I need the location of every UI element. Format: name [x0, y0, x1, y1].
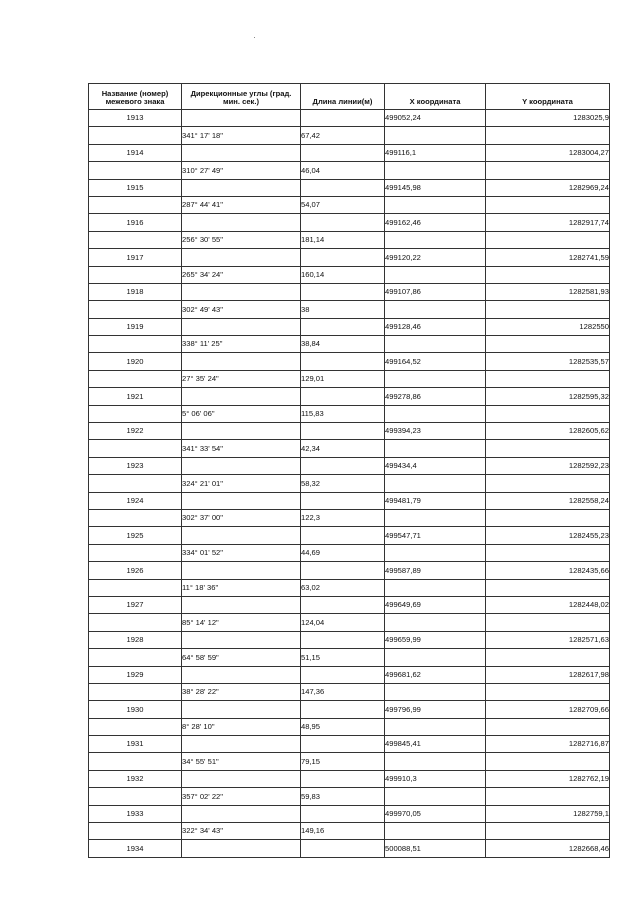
- x-coordinate-cell: [385, 649, 486, 666]
- y-coordinate-cell: [486, 301, 610, 318]
- x-coordinate-cell: 499681,62: [385, 666, 486, 683]
- y-coordinate-cell: [486, 127, 610, 144]
- x-coordinate-cell: [385, 823, 486, 840]
- line-length-cell: 147,36: [301, 683, 385, 700]
- table-row: [89, 214, 610, 231]
- table-row: [89, 579, 610, 596]
- direction-angle-cell: 11° 18' 36": [182, 579, 301, 596]
- y-coordinate-cell: 1282969,24: [486, 179, 610, 196]
- y-coordinate-cell: [486, 405, 610, 422]
- y-coordinate-cell: 1282595,32: [486, 388, 610, 405]
- mark-name-cell: 1919: [89, 318, 182, 335]
- table-row: [89, 423, 610, 440]
- table-row: [89, 110, 610, 127]
- mark-name-cell: [89, 823, 182, 840]
- mark-name-cell: [89, 405, 182, 422]
- y-coordinate-cell: 1282558,24: [486, 492, 610, 509]
- table-row: [89, 266, 610, 283]
- mark-name-cell: 1921: [89, 388, 182, 405]
- line-length-cell: 44,69: [301, 544, 385, 561]
- x-coordinate-cell: 499970,05: [385, 805, 486, 822]
- table-row: [89, 666, 610, 683]
- table-row: [89, 475, 610, 492]
- direction-angle-cell: 34° 55' 51": [182, 753, 301, 770]
- line-length-cell: [301, 110, 385, 127]
- table-row: [89, 805, 610, 822]
- table-row: [89, 788, 610, 805]
- x-coordinate-cell: [385, 788, 486, 805]
- mark-name-cell: [89, 336, 182, 353]
- table-row: [89, 701, 610, 718]
- mark-name-cell: 1933: [89, 805, 182, 822]
- y-coordinate-cell: 1282605,62: [486, 423, 610, 440]
- mark-name-cell: [89, 266, 182, 283]
- mark-name-cell: [89, 301, 182, 318]
- table-row: [89, 405, 610, 422]
- x-coordinate-cell: 499434,4: [385, 457, 486, 474]
- line-length-cell: 149,16: [301, 823, 385, 840]
- mark-name-cell: [89, 196, 182, 213]
- mark-name-cell: [89, 231, 182, 248]
- direction-angle-cell: 8° 28' 10": [182, 718, 301, 735]
- direction-angle-cell: 38° 28' 22": [182, 683, 301, 700]
- direction-angle-cell: [182, 110, 301, 127]
- line-length-cell: 115,83: [301, 405, 385, 422]
- line-length-cell: 48,95: [301, 718, 385, 735]
- direction-angle-cell: [182, 214, 301, 231]
- direction-angle-cell: [182, 596, 301, 613]
- line-length-cell: 46,04: [301, 162, 385, 179]
- x-coordinate-cell: 499910,3: [385, 770, 486, 787]
- mark-name-cell: [89, 683, 182, 700]
- y-coordinate-cell: [486, 266, 610, 283]
- table-row: [89, 301, 610, 318]
- line-length-cell: [301, 527, 385, 544]
- mark-name-cell: [89, 509, 182, 526]
- x-coordinate-cell: [385, 475, 486, 492]
- line-length-cell: [301, 179, 385, 196]
- y-coordinate-cell: [486, 544, 610, 561]
- table-row: [89, 649, 610, 666]
- mark-name-cell: 1930: [89, 701, 182, 718]
- table-row: [89, 718, 610, 735]
- scan-speck: [254, 37, 255, 38]
- y-coordinate-cell: 1282716,87: [486, 736, 610, 753]
- y-coordinate-cell: 1282759,1: [486, 805, 610, 822]
- line-length-cell: [301, 318, 385, 335]
- y-coordinate-cell: 1282581,93: [486, 283, 610, 300]
- line-length-cell: [301, 701, 385, 718]
- x-coordinate-cell: 499116,1: [385, 144, 486, 161]
- table-row: [89, 127, 610, 144]
- y-coordinate-cell: 1282592,23: [486, 457, 610, 474]
- line-length-cell: [301, 388, 385, 405]
- direction-angle-cell: [182, 701, 301, 718]
- y-coordinate-cell: [486, 196, 610, 213]
- mark-name-cell: 1929: [89, 666, 182, 683]
- mark-name-cell: 1913: [89, 110, 182, 127]
- x-coordinate-cell: 499587,89: [385, 562, 486, 579]
- mark-name-cell: 1928: [89, 631, 182, 648]
- table-row: [89, 370, 610, 387]
- x-coordinate-cell: [385, 440, 486, 457]
- mark-name-cell: [89, 614, 182, 631]
- direction-angle-cell: 341° 33' 54": [182, 440, 301, 457]
- table-row: [89, 683, 610, 700]
- line-length-cell: 67,42: [301, 127, 385, 144]
- x-coordinate-cell: 499394,23: [385, 423, 486, 440]
- x-coordinate-cell: 499278,86: [385, 388, 486, 405]
- line-length-cell: [301, 736, 385, 753]
- y-coordinate-cell: [486, 579, 610, 596]
- x-coordinate-cell: [385, 718, 486, 735]
- x-coordinate-cell: [385, 266, 486, 283]
- x-coordinate-cell: [385, 301, 486, 318]
- mark-name-cell: 1925: [89, 527, 182, 544]
- x-coordinate-cell: 499845,41: [385, 736, 486, 753]
- table-row: [89, 388, 610, 405]
- x-coordinate-cell: 499145,98: [385, 179, 486, 196]
- mark-name-cell: 1918: [89, 283, 182, 300]
- direction-angle-cell: [182, 249, 301, 266]
- direction-angle-cell: [182, 179, 301, 196]
- table-row: [89, 753, 610, 770]
- y-coordinate-cell: [486, 336, 610, 353]
- table-row: [89, 770, 610, 787]
- direction-angle-cell: [182, 283, 301, 300]
- line-length-cell: [301, 840, 385, 857]
- line-length-cell: 124,04: [301, 614, 385, 631]
- line-length-cell: [301, 144, 385, 161]
- direction-angle-cell: 27° 35' 24": [182, 370, 301, 387]
- direction-angle-cell: [182, 144, 301, 161]
- table-row: [89, 544, 610, 561]
- line-length-cell: 51,15: [301, 649, 385, 666]
- table-row: [89, 457, 610, 474]
- mark-name-cell: [89, 718, 182, 735]
- table-row: [89, 631, 610, 648]
- line-length-cell: 181,14: [301, 231, 385, 248]
- x-coordinate-cell: [385, 509, 486, 526]
- y-coordinate-cell: [486, 753, 610, 770]
- x-coordinate-cell: [385, 231, 486, 248]
- header-mark-name: Название (номер) межевого знака: [89, 84, 182, 110]
- mark-name-cell: [89, 649, 182, 666]
- mark-name-cell: 1926: [89, 562, 182, 579]
- line-length-cell: 59,83: [301, 788, 385, 805]
- y-coordinate-cell: 1282435,66: [486, 562, 610, 579]
- table-row: [89, 823, 610, 840]
- direction-angle-cell: 338° 11' 25": [182, 336, 301, 353]
- direction-angle-cell: [182, 527, 301, 544]
- x-coordinate-cell: [385, 196, 486, 213]
- x-coordinate-cell: [385, 370, 486, 387]
- table-row: [89, 527, 610, 544]
- y-coordinate-cell: 1282617,98: [486, 666, 610, 683]
- table-row: [89, 249, 610, 266]
- x-coordinate-cell: 499120,22: [385, 249, 486, 266]
- x-coordinate-cell: [385, 127, 486, 144]
- line-length-cell: 129,01: [301, 370, 385, 387]
- table-row: [89, 736, 610, 753]
- mark-name-cell: 1922: [89, 423, 182, 440]
- table-row: [89, 840, 610, 857]
- line-length-cell: [301, 283, 385, 300]
- direction-angle-cell: [182, 805, 301, 822]
- mark-name-cell: 1927: [89, 596, 182, 613]
- boundary-marks-table: [88, 83, 610, 858]
- line-length-cell: 42,34: [301, 440, 385, 457]
- line-length-cell: [301, 666, 385, 683]
- direction-angle-cell: 265° 34' 24": [182, 266, 301, 283]
- header-direction-angle: Дирекционные углы (град. мин. сек.): [182, 84, 301, 110]
- x-coordinate-cell: 499547,71: [385, 527, 486, 544]
- x-coordinate-cell: [385, 579, 486, 596]
- y-coordinate-cell: 1282709,66: [486, 701, 610, 718]
- line-length-cell: 58,32: [301, 475, 385, 492]
- mark-name-cell: [89, 788, 182, 805]
- direction-angle-cell: [182, 736, 301, 753]
- table-row: [89, 353, 610, 370]
- direction-angle-cell: 302° 49' 43": [182, 301, 301, 318]
- y-coordinate-cell: [486, 440, 610, 457]
- line-length-cell: 160,14: [301, 266, 385, 283]
- direction-angle-cell: 324° 21' 01": [182, 475, 301, 492]
- y-coordinate-cell: 1283004,27: [486, 144, 610, 161]
- direction-angle-cell: [182, 666, 301, 683]
- line-length-cell: [301, 631, 385, 648]
- mark-name-cell: 1915: [89, 179, 182, 196]
- mark-name-cell: [89, 440, 182, 457]
- line-length-cell: [301, 423, 385, 440]
- direction-angle-cell: [182, 353, 301, 370]
- y-coordinate-cell: [486, 370, 610, 387]
- y-coordinate-cell: 1282917,74: [486, 214, 610, 231]
- line-length-cell: 63,02: [301, 579, 385, 596]
- direction-angle-cell: 341° 17' 18": [182, 127, 301, 144]
- direction-angle-cell: 357° 02' 22": [182, 788, 301, 805]
- header-line-length: Длина линии(м): [301, 84, 385, 110]
- line-length-cell: [301, 457, 385, 474]
- direction-angle-cell: [182, 388, 301, 405]
- mark-name-cell: 1931: [89, 736, 182, 753]
- direction-angle-cell: [182, 840, 301, 857]
- mark-name-cell: 1934: [89, 840, 182, 857]
- x-coordinate-cell: [385, 683, 486, 700]
- direction-angle-cell: [182, 631, 301, 648]
- x-coordinate-cell: 499164,52: [385, 353, 486, 370]
- direction-angle-cell: 310° 27' 49": [182, 162, 301, 179]
- direction-angle-cell: 5° 06' 06": [182, 405, 301, 422]
- header-x-coordinate: X координата: [385, 84, 486, 110]
- table-row: [89, 144, 610, 161]
- mark-name-cell: [89, 127, 182, 144]
- mark-name-cell: [89, 162, 182, 179]
- y-coordinate-cell: [486, 475, 610, 492]
- x-coordinate-cell: 499796,99: [385, 701, 486, 718]
- y-coordinate-cell: [486, 162, 610, 179]
- x-coordinate-cell: [385, 544, 486, 561]
- direction-angle-cell: [182, 770, 301, 787]
- table-row: [89, 562, 610, 579]
- direction-angle-cell: 256° 30' 55": [182, 231, 301, 248]
- mark-name-cell: 1924: [89, 492, 182, 509]
- line-length-cell: [301, 249, 385, 266]
- mark-name-cell: 1917: [89, 249, 182, 266]
- x-coordinate-cell: 499659,99: [385, 631, 486, 648]
- mark-name-cell: 1914: [89, 144, 182, 161]
- line-length-cell: 54,07: [301, 196, 385, 213]
- line-length-cell: [301, 492, 385, 509]
- y-coordinate-cell: [486, 231, 610, 248]
- y-coordinate-cell: 1282668,46: [486, 840, 610, 857]
- y-coordinate-cell: 1282535,57: [486, 353, 610, 370]
- y-coordinate-cell: 1282448,02: [486, 596, 610, 613]
- direction-angle-cell: 287° 44' 41": [182, 196, 301, 213]
- y-coordinate-cell: [486, 614, 610, 631]
- table-row: [89, 492, 610, 509]
- mark-name-cell: 1916: [89, 214, 182, 231]
- line-length-cell: [301, 353, 385, 370]
- direction-angle-cell: 302° 37' 00": [182, 509, 301, 526]
- line-length-cell: [301, 596, 385, 613]
- direction-angle-cell: [182, 492, 301, 509]
- y-coordinate-cell: [486, 509, 610, 526]
- x-coordinate-cell: 499649,69: [385, 596, 486, 613]
- line-length-cell: [301, 214, 385, 231]
- line-length-cell: [301, 805, 385, 822]
- table-row: [89, 336, 610, 353]
- table-row: [89, 509, 610, 526]
- line-length-cell: [301, 770, 385, 787]
- x-coordinate-cell: 499481,79: [385, 492, 486, 509]
- y-coordinate-cell: [486, 718, 610, 735]
- y-coordinate-cell: [486, 649, 610, 666]
- table-row: [89, 179, 610, 196]
- line-length-cell: 79,15: [301, 753, 385, 770]
- mark-name-cell: [89, 753, 182, 770]
- table-header-row: [89, 84, 610, 110]
- y-coordinate-cell: 1282571,63: [486, 631, 610, 648]
- table-row: [89, 283, 610, 300]
- table-row: [89, 596, 610, 613]
- y-coordinate-cell: [486, 823, 610, 840]
- mark-name-cell: 1920: [89, 353, 182, 370]
- direction-angle-cell: 64° 58' 59": [182, 649, 301, 666]
- mark-name-cell: [89, 475, 182, 492]
- table-row: [89, 196, 610, 213]
- direction-angle-cell: [182, 318, 301, 335]
- x-coordinate-cell: 499107,86: [385, 283, 486, 300]
- y-coordinate-cell: [486, 683, 610, 700]
- mark-name-cell: [89, 370, 182, 387]
- x-coordinate-cell: 499128,46: [385, 318, 486, 335]
- x-coordinate-cell: [385, 162, 486, 179]
- direction-angle-cell: 85° 14' 12": [182, 614, 301, 631]
- direction-angle-cell: 322° 34' 43": [182, 823, 301, 840]
- y-coordinate-cell: 1282762,19: [486, 770, 610, 787]
- y-coordinate-cell: 1282741,59: [486, 249, 610, 266]
- line-length-cell: 38,84: [301, 336, 385, 353]
- table-row: [89, 614, 610, 631]
- direction-angle-cell: [182, 423, 301, 440]
- line-length-cell: 38: [301, 301, 385, 318]
- line-length-cell: [301, 562, 385, 579]
- x-coordinate-cell: 499162,46: [385, 214, 486, 231]
- y-coordinate-cell: 1282550: [486, 318, 610, 335]
- y-coordinate-cell: [486, 788, 610, 805]
- direction-angle-cell: [182, 457, 301, 474]
- line-length-cell: 122,3: [301, 509, 385, 526]
- mark-name-cell: 1932: [89, 770, 182, 787]
- table-row: [89, 440, 610, 457]
- x-coordinate-cell: [385, 405, 486, 422]
- x-coordinate-cell: [385, 336, 486, 353]
- direction-angle-cell: [182, 562, 301, 579]
- table-row: [89, 318, 610, 335]
- mark-name-cell: 1923: [89, 457, 182, 474]
- table-row: [89, 162, 610, 179]
- table-row: [89, 231, 610, 248]
- x-coordinate-cell: [385, 753, 486, 770]
- mark-name-cell: [89, 579, 182, 596]
- x-coordinate-cell: [385, 614, 486, 631]
- x-coordinate-cell: 499052,24: [385, 110, 486, 127]
- header-y-coordinate: Y координата: [486, 84, 610, 110]
- direction-angle-cell: 334° 01' 52": [182, 544, 301, 561]
- y-coordinate-cell: 1283025,9: [486, 110, 610, 127]
- y-coordinate-cell: 1282455,23: [486, 527, 610, 544]
- x-coordinate-cell: 500088,51: [385, 840, 486, 857]
- mark-name-cell: [89, 544, 182, 561]
